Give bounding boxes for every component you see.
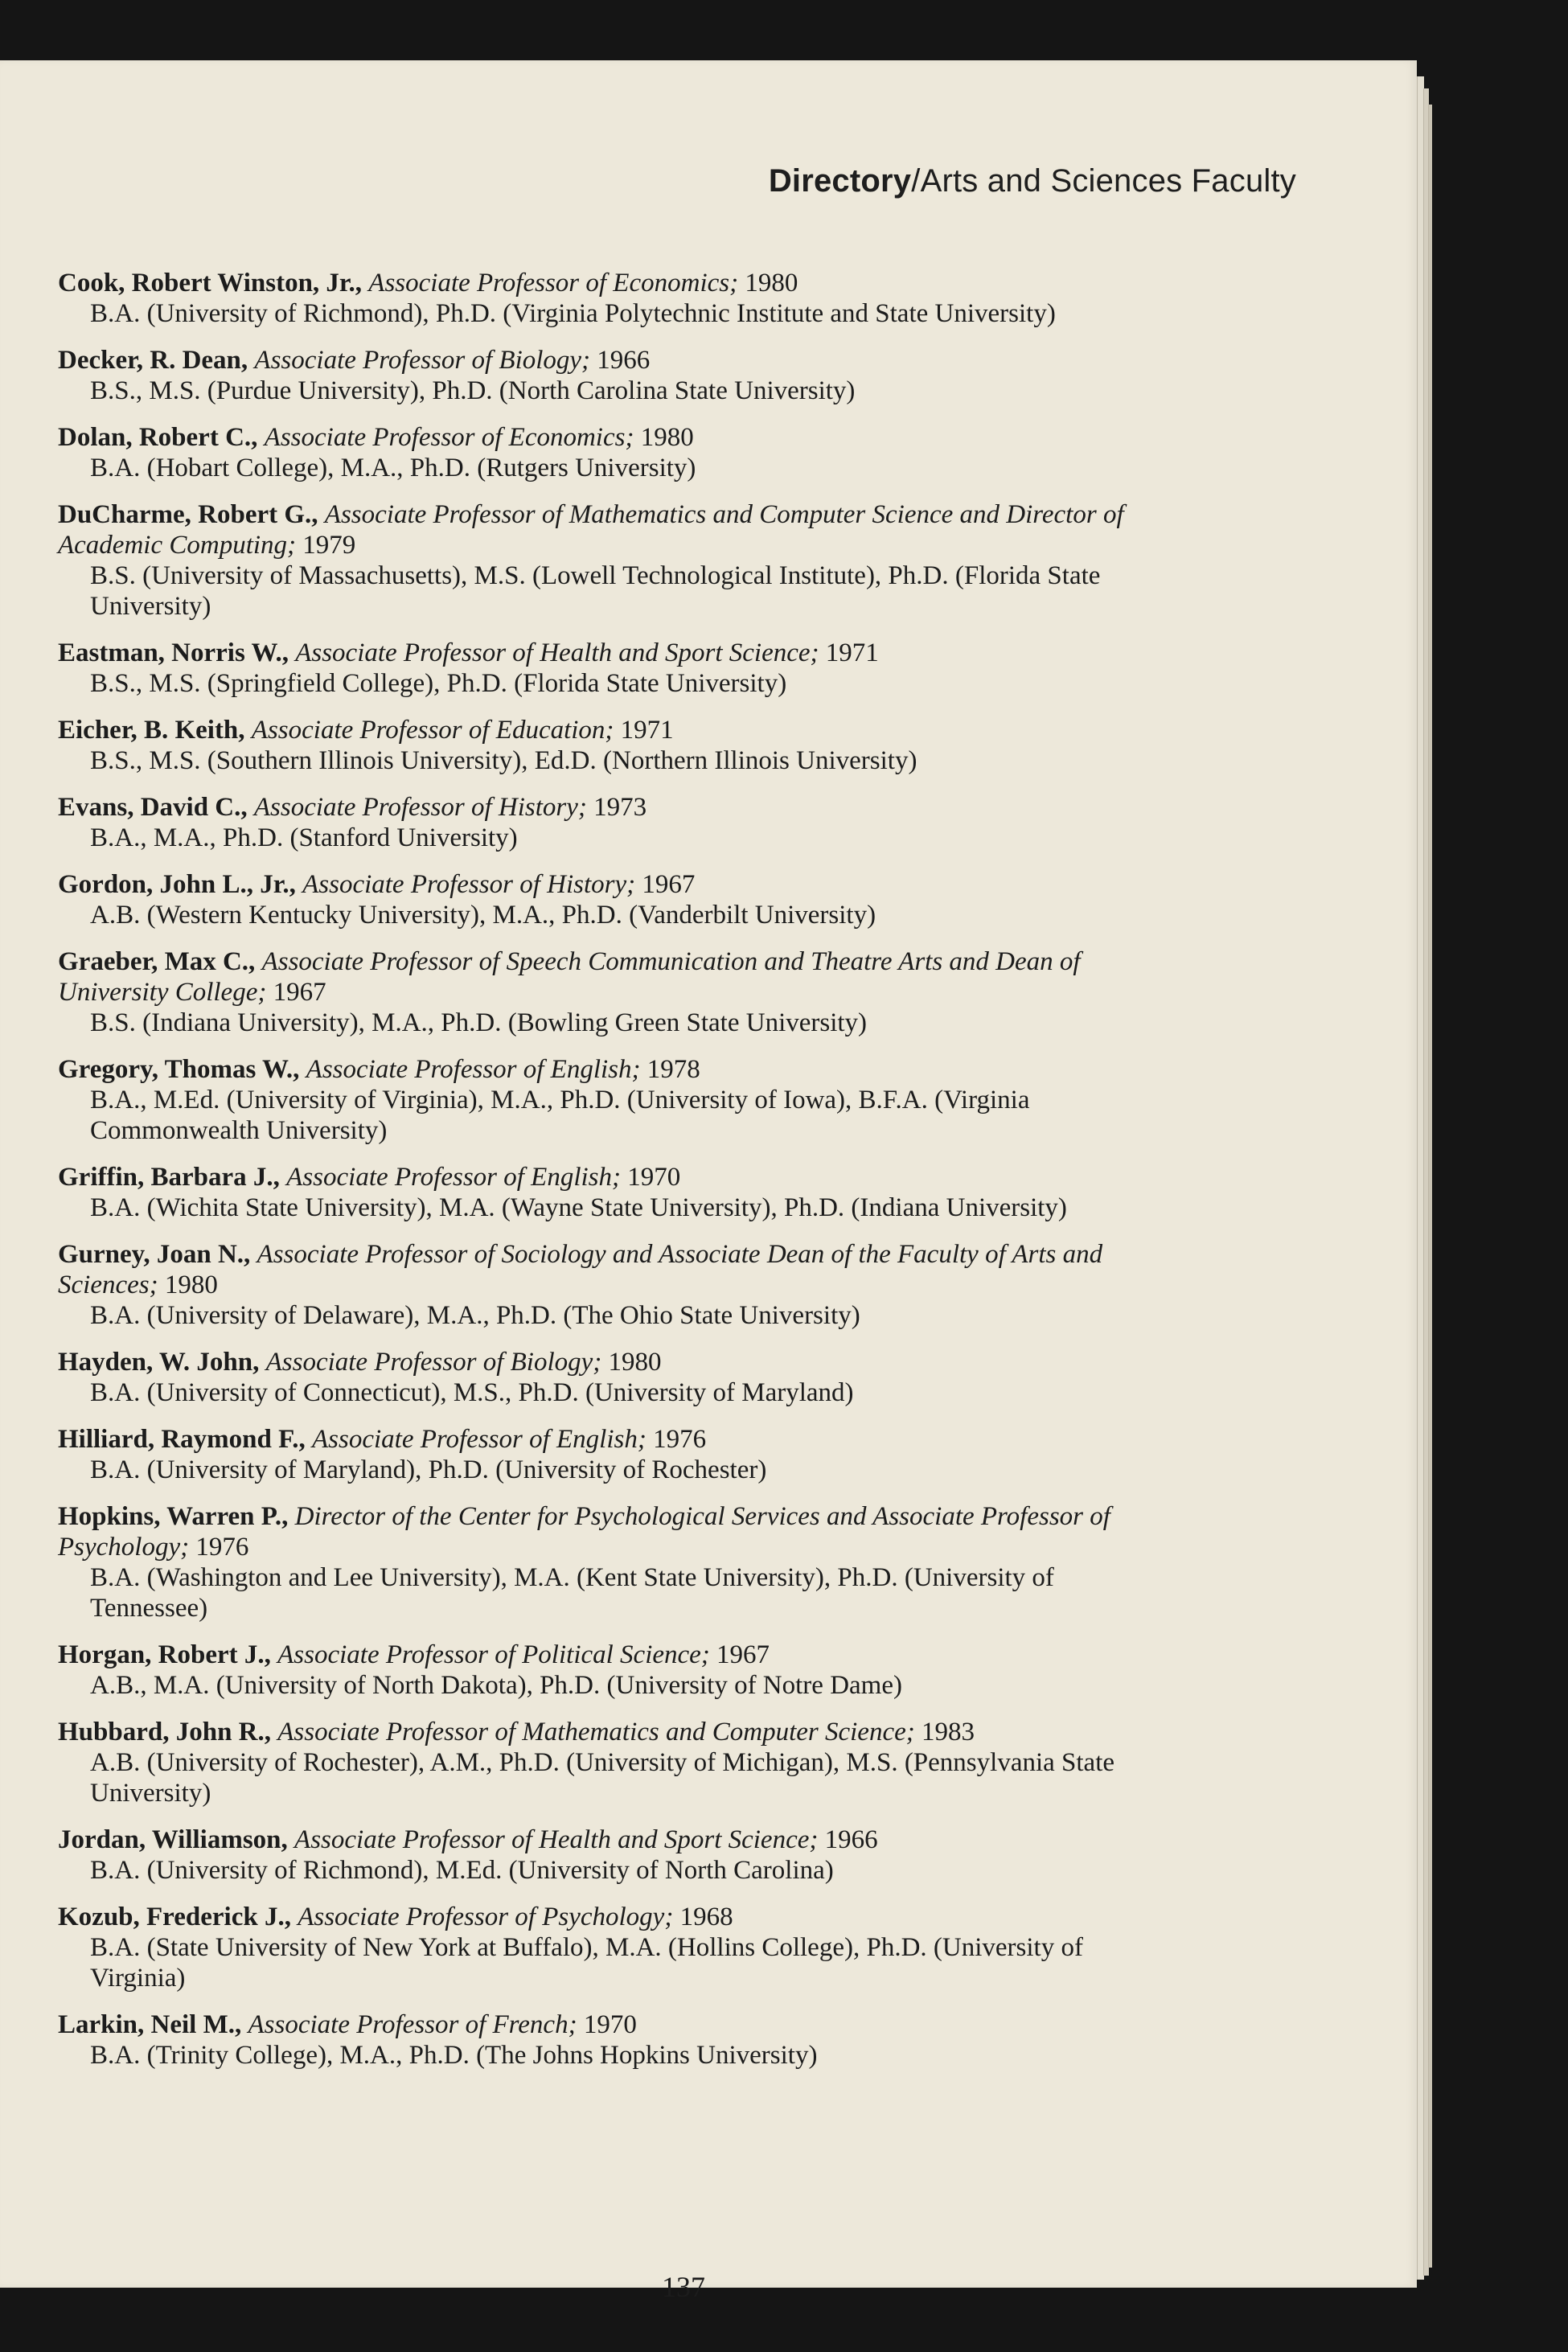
faculty-year: 1966 [597,346,651,375]
faculty-entry [58,1239,1168,1331]
faculty-name: Horgan, Robert J., [58,1640,271,1669]
faculty-degrees: B.A. (Wichita State University), M.A. (Wayne State University), Ph.D. (Indiana University) [90,1193,1067,1222]
faculty-degrees: B.A., M.Ed. (University of Virginia), M.A., Ph.D. (University of Iowa), B.F.A. (Virginia Commonwealth University) [90,1086,1030,1145]
faculty-degrees: B.S., M.S. (Springfield College), Ph.D. (Florida State University) [90,669,787,698]
faculty-degrees: B.A. (University of Delaware), M.A., Ph.D. (The Ohio State University) [90,1301,860,1330]
faculty-name: DuCharme, Robert G., [58,500,318,529]
page-number: 137 [662,2271,705,2303]
faculty-degrees: B.A. (University of Richmond), M.Ed. (University of North Carolina) [90,1856,834,1885]
faculty-degrees: B.S. (University of Massachusetts), M.S. (Lowell Technological Institute), Ph.D. (Florida State University) [90,561,1101,621]
faculty-entry [58,1640,1168,1701]
faculty-name: Griffin, Barbara J., [58,1163,280,1192]
faculty-name: Gurney, Joan N., [58,1240,251,1269]
faculty-year: 1971 [620,716,674,745]
faculty-degrees: B.A., M.A., Ph.D. (Stanford University) [90,823,518,852]
faculty-degrees: B.A. (University of Connecticut), M.S., Ph.D. (University of Maryland) [90,1378,854,1407]
faculty-entry [58,1501,1168,1623]
faculty-year: 1980 [164,1270,218,1299]
faculty-year: 1976 [195,1533,249,1562]
faculty-title: Associate Professor of Health and Sport Science; [294,1825,819,1854]
faculty-degrees: B.A. (State University of New York at Buffalo), M.A. (Hollins College), Ph.D. (University of Virginia) [90,1933,1083,1993]
book-page [0,60,1417,2303]
faculty-title: Associate Professor of History; [302,870,636,899]
faculty-name: Eicher, B. Keith, [58,716,245,745]
faculty-entry [58,1162,1168,1223]
faculty-entry [58,1424,1168,1485]
faculty-list [58,268,1168,2087]
faculty-name: Eastman, Norris W., [58,638,289,667]
faculty-year: 1967 [716,1640,770,1669]
faculty-title: Associate Professor of Economics; [264,423,634,452]
faculty-name: Hubbard, John R., [58,1718,272,1747]
faculty-entry [58,268,1168,329]
faculty-name: Gregory, Thomas W., [58,1055,300,1084]
faculty-year: 1983 [921,1718,975,1747]
faculty-title: Associate Professor of Economics; [368,269,739,298]
faculty-degrees: A.B. (University of Rochester), A.M., Ph.D. (University of Michigan), M.S. (Pennsylvania State University) [90,1748,1115,1808]
faculty-title: Associate Professor of Mathematics and Computer Science; [277,1718,915,1747]
faculty-name: Hopkins, Warren P., [58,1502,289,1531]
faculty-degrees: B.A. (Hobart College), M.A., Ph.D. (Rutgers University) [90,454,696,482]
faculty-year: 1966 [824,1825,878,1854]
faculty-degrees: A.B. (Western Kentucky University), M.A., Ph.D. (Vanderbilt University) [90,901,876,930]
faculty-title: Associate Professor of Education; [251,716,614,745]
faculty-entry [58,1902,1168,1993]
header-section: /Arts and Sciences Faculty [911,163,1296,199]
faculty-year: 1967 [273,978,326,1007]
faculty-year: 1973 [593,793,647,822]
faculty-title: Director of the Center for Psychological Services and Associate Professor of Psychology; [58,1502,1110,1562]
faculty-year: 1976 [653,1425,707,1454]
faculty-title: Associate Professor of English; [286,1163,621,1192]
faculty-entry [58,345,1168,406]
faculty-degrees: B.S., M.S. (Purdue University), Ph.D. (North Carolina State University) [90,376,856,405]
faculty-year: 1971 [825,638,879,667]
faculty-degrees: B.S., M.S. (Southern Illinois University), Ed.D. (Northern Illinois University) [90,746,917,775]
faculty-year: 1980 [640,423,694,452]
running-header [769,163,1296,199]
faculty-name: Decker, R. Dean, [58,346,248,375]
faculty-name: Dolan, Robert C., [58,423,258,452]
faculty-title: Associate Professor of Political Science; [277,1640,710,1669]
faculty-title: Associate Professor of Biology; [254,346,591,375]
faculty-year: 1978 [646,1055,700,1084]
faculty-degrees: A.B., M.A. (University of North Dakota), Ph.D. (University of Notre Dame) [90,1671,902,1700]
faculty-year: 1980 [745,269,798,298]
page-edge [1428,105,1432,2268]
faculty-title: Associate Professor of English; [312,1425,646,1454]
faculty-year: 1980 [608,1348,662,1377]
faculty-degrees: B.A. (University of Maryland), Ph.D. (University of Rochester) [90,1455,767,1484]
faculty-title: Associate Professor of Speech Communication and Theatre Arts and Dean of University College; [58,947,1081,1007]
faculty-year: 1967 [642,870,696,899]
faculty-name: Hilliard, Raymond F., [58,1425,306,1454]
faculty-entry [58,792,1168,853]
faculty-title: Associate Professor of Health and Sport Science; [295,638,819,667]
faculty-entry [58,1825,1168,1886]
faculty-title: Associate Professor of English; [306,1055,641,1084]
faculty-degrees: B.A. (University of Richmond), Ph.D. (Virginia Polytechnic Institute and State University) [90,299,1056,328]
faculty-entry [58,499,1168,622]
faculty-degrees: B.A. (Washington and Lee University), M.A. (Kent State University), Ph.D. (University of Tennessee) [90,1563,1054,1623]
faculty-entry [58,715,1168,776]
faculty-year: 1970 [583,2010,637,2039]
faculty-name: Larkin, Neil M., [58,2010,242,2039]
faculty-year: 1979 [302,531,356,560]
faculty-year: 1970 [627,1163,681,1192]
faculty-name: Graeber, Max C., [58,947,256,976]
faculty-title: Associate Professor of Sociology and Associate Dean of the Faculty of Arts and Sciences; [58,1240,1103,1299]
faculty-year: 1968 [679,1903,733,1931]
header-directory: Directory [768,163,912,199]
faculty-entry [58,1054,1168,1146]
faculty-name: Hayden, W. John, [58,1348,260,1377]
faculty-title: Associate Professor of Psychology; [298,1903,674,1931]
faculty-degrees: B.S. (Indiana University), M.A., Ph.D. (Bowling Green State University) [90,1008,868,1037]
faculty-name: Kozub, Frederick J., [58,1903,291,1931]
faculty-entry [58,422,1168,483]
faculty-degrees: B.A. (Trinity College), M.A., Ph.D. (The Johns Hopkins University) [90,2041,818,2070]
faculty-title: Associate Professor of History; [253,793,587,822]
faculty-name: Jordan, Williamson, [58,1825,288,1854]
faculty-entry [58,946,1168,1038]
faculty-name: Gordon, John L., Jr., [58,870,296,899]
faculty-name: Cook, Robert Winston, Jr., [58,269,363,298]
faculty-title: Associate Professor of Biology; [265,1348,602,1377]
faculty-entry [58,1347,1168,1408]
faculty-entry [58,869,1168,930]
faculty-entry [58,1717,1168,1808]
faculty-entry [58,2009,1168,2071]
faculty-title: Associate Professor of French; [248,2010,577,2039]
faculty-title: Associate Professor of Mathematics and Computer Science and Director of Academic Computing; [58,500,1124,560]
faculty-name: Evans, David C., [58,793,248,822]
faculty-entry [58,638,1168,699]
